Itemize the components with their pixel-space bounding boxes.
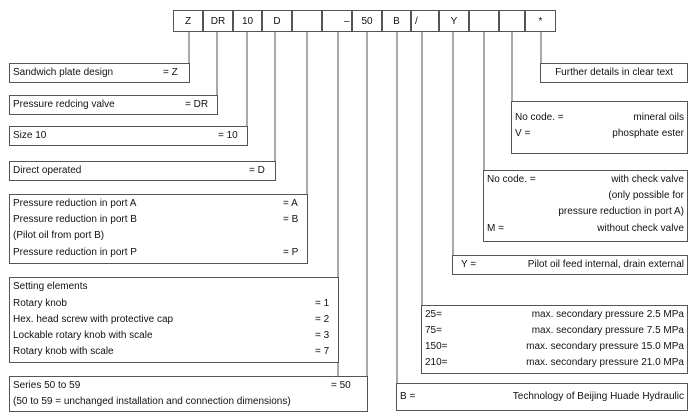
operation-code: = D — [249, 165, 265, 176]
seal-code-v: V = — [515, 128, 531, 139]
setting-elements-box — [9, 277, 339, 363]
secondary-label: max. secondary pressure 7.5 MPa — [531, 325, 684, 336]
code-cell-dr: DR — [203, 10, 233, 32]
series-box — [9, 376, 368, 412]
operation-box — [9, 161, 276, 181]
secondary-label: max. secondary pressure 2.5 MPa — [531, 309, 684, 320]
reduction-port-b-code: = B — [283, 214, 299, 225]
valve-label: Pressure redcing valve — [13, 99, 115, 110]
reduction-port-a-code: = A — [283, 198, 298, 209]
pilot-label: Pilot oil feed internal, drain external — [527, 259, 684, 270]
reduction-pilot-note: (Pilot oil from port B) — [13, 230, 105, 241]
series-note: (50 to 59 = unchanged installation and connection dimensions) — [13, 396, 291, 407]
size-box — [9, 126, 248, 146]
size-label: Size 10 — [13, 130, 47, 141]
secondary-code: 25= — [425, 309, 442, 320]
reduction-port-a-label: Pressure reduction in port A — [13, 198, 137, 209]
check-valve-note-1: (only possible for — [608, 190, 684, 201]
further-details-label: Further details in clear text — [555, 67, 673, 78]
code-cell-size: 10 — [233, 10, 262, 32]
pilot-oil-box — [452, 255, 688, 275]
setting-item-code: = 1 — [315, 298, 330, 309]
reduction-port-p-label: Pressure reduction in port P — [13, 247, 137, 258]
setting-item-label: Rotary knob with scale — [13, 346, 114, 357]
technology-code: B = — [400, 391, 416, 402]
further-details-box — [540, 63, 688, 83]
secondary-code: 150= — [425, 341, 448, 352]
pressure-reduction-box — [9, 194, 308, 264]
code-cell-technology: B — [382, 10, 411, 32]
check-valve-with: with check valve — [611, 174, 684, 185]
setting-item-label: Rotary knob — [13, 298, 67, 309]
setting-item-label: Hex. head screw with protective cap — [13, 314, 174, 325]
code-cell-z: Z — [173, 10, 203, 32]
code-cell-port — [292, 10, 322, 32]
check-valve-code-none: No code. = — [487, 174, 536, 185]
reduction-port-p-code: = P — [283, 247, 299, 258]
technology-box — [396, 383, 688, 411]
seal-phosphate-ester: phosphate ester — [612, 128, 684, 139]
sandwich-plate-box — [9, 63, 190, 83]
code-cell-further: * — [525, 10, 556, 32]
technology-label: Technology of Beijing Huade Hydraulic — [512, 391, 684, 402]
setting-item-code: = 7 — [315, 346, 330, 357]
setting-item-label: Lockable rotary knob with scale — [13, 330, 153, 341]
check-valve-box — [483, 170, 688, 242]
pressure-valve-box — [9, 95, 218, 115]
sandwich-label: Sandwich plate design — [13, 67, 114, 78]
code-cell-pilot: Y — [439, 10, 469, 32]
secondary-code: 75= — [425, 325, 442, 336]
secondary-pressure-box — [421, 305, 688, 374]
reduction-port-b-label: Pressure reduction in port B — [13, 214, 137, 225]
series-code: = 50 — [331, 380, 351, 391]
size-code: = 10 — [218, 130, 238, 141]
operation-label: Direct operated — [13, 165, 82, 176]
code-dash: – — [344, 15, 350, 27]
series-label: Series 50 to 59 — [13, 380, 81, 391]
setting-title: Setting elements — [13, 281, 88, 292]
secondary-label: max. secondary pressure 21.0 MPa — [526, 357, 684, 368]
setting-item-code: = 2 — [315, 314, 330, 325]
valve-code: = DR — [185, 99, 209, 110]
check-valve-without: without check valve — [597, 223, 684, 234]
seal-material-box — [511, 101, 688, 154]
code-cell-check-valve — [469, 10, 499, 32]
code-cell-series: 50 — [352, 10, 382, 32]
check-valve-note-2: pressure reduction in port A) — [558, 206, 684, 217]
pilot-code: Y = — [461, 259, 477, 270]
seal-mineral-oils: mineral oils — [633, 112, 684, 123]
sandwich-code: = Z — [163, 67, 178, 78]
code-cell-operation: D — [262, 10, 292, 32]
code-cell-seals — [499, 10, 525, 32]
check-valve-code-m: M = — [487, 223, 504, 234]
secondary-code: 210= — [425, 357, 448, 368]
secondary-label: max. secondary pressure 15.0 MPa — [526, 341, 684, 352]
code-cell-secondary-pressure: / — [411, 10, 439, 32]
setting-item-code: = 3 — [315, 330, 330, 341]
seal-code-none: No code. = — [515, 112, 564, 123]
